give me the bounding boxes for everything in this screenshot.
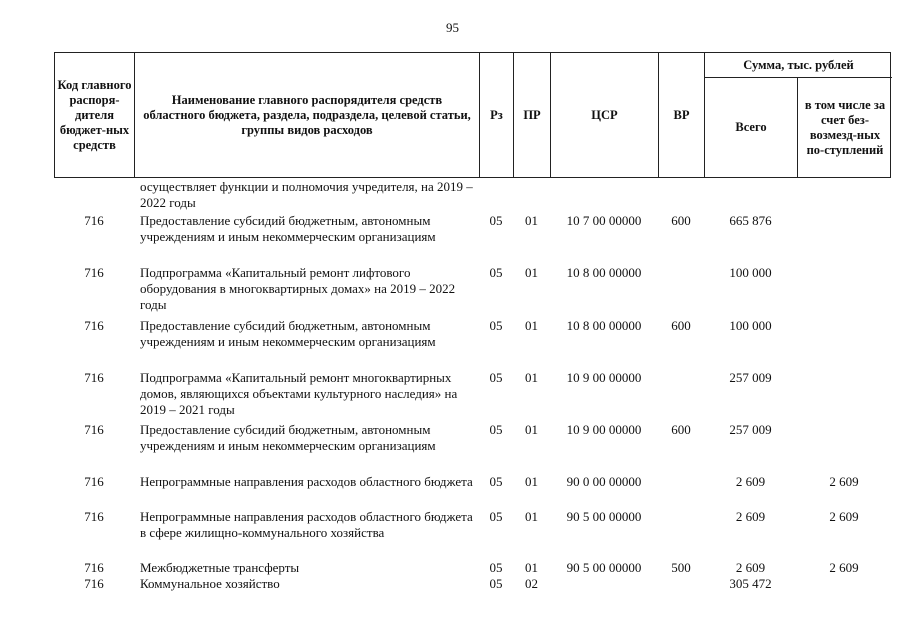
cell-code: 716 [84, 509, 104, 524]
cell-name: Непрограммные направления расходов областного бюджета в сфере жилищно-коммунального хозяйства [140, 509, 473, 540]
cell-incl: 2 609 [829, 474, 859, 489]
cell-name: Предоставление субсидий бюджетным, автономным учреждениям и иным некоммерческим организациям [140, 213, 436, 244]
cell-total: 2 609 [735, 560, 766, 575]
cell-csr: 10 8 00 00000 [566, 318, 642, 333]
cell-csr: 90 0 00 00000 [566, 474, 642, 489]
cell-rz: 05 [489, 474, 503, 489]
cell-pr: 01 [525, 318, 538, 333]
cell-rz: 05 [489, 576, 503, 591]
cell-name: Предоставление субсидий бюджетным, автономным учреждениям и иным некоммерческим организациям [140, 318, 436, 349]
cell-rz: 05 [489, 509, 503, 524]
header-total: Всего [705, 78, 798, 177]
cell-code: 716 [84, 576, 104, 591]
cell-csr: 10 9 00 00000 [566, 370, 642, 385]
cell-name: осуществляет функции и полномочия учредителя, на 2019 – 2022 годы [140, 179, 473, 210]
cell-vr: 600 [671, 213, 691, 228]
cell-pr: 01 [525, 370, 538, 385]
cell-pr: 01 [525, 422, 538, 437]
cell-rz: 05 [489, 318, 503, 333]
cell-name: Межбюджетные трансферты [140, 560, 300, 575]
cell-pr: 01 [525, 560, 538, 575]
cell-code: 716 [84, 318, 104, 333]
cell-csr: 90 5 00 00000 [566, 560, 642, 575]
cell-pr: 01 [525, 213, 538, 228]
cell-pr: 01 [525, 509, 538, 524]
cell-rz: 05 [489, 560, 503, 575]
cell-total: 305 472 [729, 576, 772, 591]
header-pr: ПР [514, 53, 551, 177]
cell-rz: 05 [489, 265, 503, 280]
cell-name: Непрограммные направления расходов областного бюджета [140, 474, 473, 489]
cell-pr: 01 [525, 474, 538, 489]
header-csr: ЦСР [551, 53, 659, 177]
cell-name: Подпрограмма «Капитальный ремонт лифтового оборудования в многоквартирных домах» на 2019 – 2022 годы [140, 265, 456, 312]
cell-total: 2 609 [735, 474, 766, 489]
header-sum: Сумма, тыс. рублей [705, 53, 892, 78]
cell-code: 716 [84, 560, 104, 575]
cell-total: 100 000 [729, 318, 772, 333]
table-header [54, 52, 891, 178]
cell-total: 665 876 [729, 213, 772, 228]
cell-total: 2 609 [735, 509, 766, 524]
cell-rz: 05 [489, 370, 503, 385]
header-rz: Рз [480, 53, 514, 177]
cell-code: 716 [84, 422, 104, 437]
cell-pr: 01 [525, 265, 538, 280]
header-name: Наименование главного распорядителя средств областного бюджета, раздела, подраздела, целевой статьи, группы видов расходов [135, 53, 480, 177]
cell-code: 716 [84, 265, 104, 280]
cell-code: 716 [84, 213, 104, 228]
cell-total: 257 009 [729, 422, 772, 437]
cell-vr: 600 [671, 422, 691, 437]
cell-incl: 2 609 [829, 560, 859, 575]
cell-csr: 10 7 00 00000 [566, 213, 642, 228]
header-sum-group [705, 53, 892, 177]
cell-rz: 05 [489, 422, 503, 437]
cell-incl: 2 609 [829, 509, 859, 524]
cell-csr: 10 8 00 00000 [566, 265, 642, 280]
header-vr: ВР [659, 53, 705, 177]
cell-total: 257 009 [729, 370, 772, 385]
cell-name: Подпрограмма «Капитальный ремонт многоквартирных домов, являющихся объектами культурного наследия» на 2019 – 2021 годы [140, 370, 458, 417]
cell-vr: 600 [671, 318, 691, 333]
cell-name: Коммунальное хозяйство [140, 576, 280, 591]
cell-csr: 10 9 00 00000 [566, 422, 642, 437]
cell-code: 716 [84, 370, 104, 385]
cell-pr: 02 [525, 576, 538, 591]
cell-vr: 500 [671, 560, 691, 575]
header-code: Код главного распоря-дителя бюджет-ных средств [55, 53, 135, 177]
cell-code: 716 [84, 474, 104, 489]
cell-name: Предоставление субсидий бюджетным, автономным учреждениям и иным некоммерческим организациям [140, 422, 436, 453]
page-number: 95 [446, 20, 459, 35]
cell-rz: 05 [489, 213, 503, 228]
cell-total: 100 000 [729, 265, 772, 280]
cell-csr: 90 5 00 00000 [566, 509, 642, 524]
header-incl: в том числе за счет без-возмезд-ных по-ступлений [804, 97, 886, 157]
